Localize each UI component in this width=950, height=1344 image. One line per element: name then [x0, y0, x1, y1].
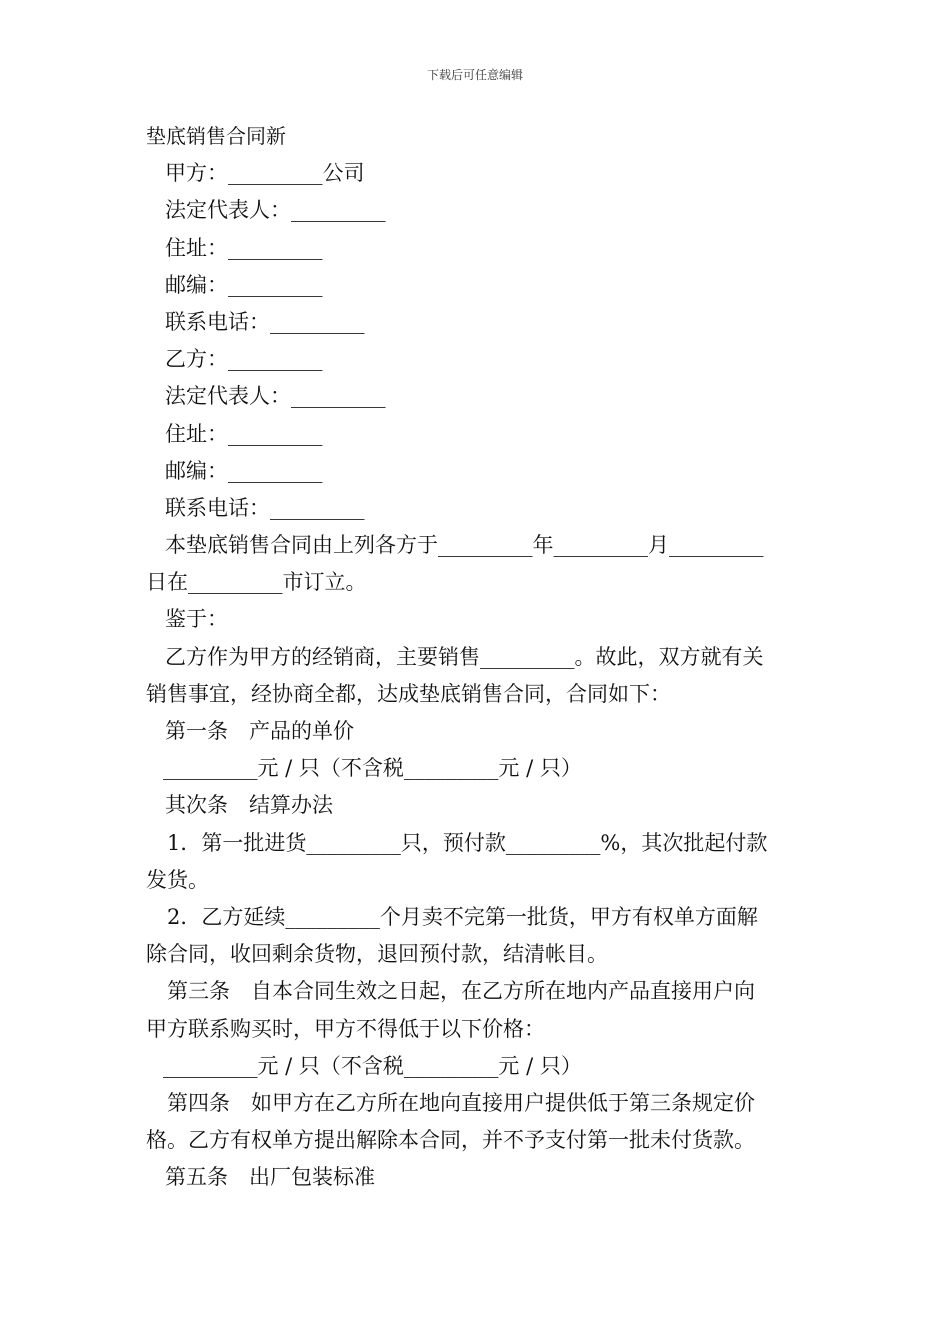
- article-1-price: _________元 / 只（不含税_________元 / 只）: [163, 756, 582, 781]
- whereas-heading: 鉴于：: [165, 607, 228, 632]
- article-1-title: 产品的单价: [249, 719, 354, 743]
- article-4-text: 如甲方在乙方所在地向直接用户提供低于第三条规定价: [251, 1090, 755, 1115]
- whereas-line-2: 销售事宜，经协商全都，达成垫底销售合同，合同如下：: [146, 681, 671, 706]
- article-2-item-2-line-2: 除合同，收回剩余货物，退回预付款，结清帐目。: [146, 942, 608, 967]
- article-2-title: 结算办法: [249, 793, 333, 818]
- whereas-line-1: 乙方作为甲方的经销商，主要销售_________。故此，双方就有关: [165, 644, 764, 669]
- party-b-name: 乙方：_________: [165, 347, 323, 372]
- article-3-line-1: [146, 973, 810, 1010]
- party-a-name: 甲方：_________公司: [165, 161, 365, 186]
- article-4-number: 第四条: [167, 1090, 230, 1115]
- article-2-item-1-line-1: 1．第一批进货_________只，预付款_________%，其次批起付款: [167, 830, 768, 855]
- article-1-heading: [146, 713, 810, 750]
- article-3-price: _________元 / 只（不含税_________元 / 只）: [163, 1053, 582, 1078]
- article-3-text: 自本合同生效之日起，在乙方所在地内产品直接用户向: [251, 979, 755, 1004]
- intro-line-1: 本垫底销售合同由上列各方于_________年_________月_________: [165, 533, 764, 558]
- party-b-phone: 联系电话：_________: [165, 495, 365, 520]
- party-a-rep: 法定代表人：_________: [165, 198, 386, 223]
- document-title: 垫底销售合同新: [146, 124, 286, 148]
- article-1-number: 第一条: [165, 719, 228, 743]
- article-2-number: 其次条: [165, 793, 228, 818]
- article-4-line-2: 格。乙方有权单方提出解除本合同，并不予支付第一批未付货款。: [146, 1128, 755, 1153]
- article-2-heading: [146, 787, 810, 824]
- party-a-zip: 邮编：_________: [165, 272, 323, 297]
- party-a-phone: 联系电话：_________: [165, 309, 365, 334]
- party-b-zip: 邮编：_________: [165, 458, 323, 483]
- article-5-title: 出厂包装标准: [249, 1165, 375, 1190]
- article-2-item-1-line-2: 发货。: [146, 867, 209, 892]
- article-3-line-2: 甲方联系购买时，甲方不得低于以下价格：: [146, 1016, 545, 1041]
- article-2-item-2-line-1: 2．乙方延续_________个月卖不完第一批货，甲方有权单方面解: [167, 904, 758, 929]
- article-4-line-1: [146, 1085, 810, 1122]
- party-b-rep: 法定代表人：_________: [165, 384, 386, 409]
- party-a-address: 住址：_________: [165, 235, 323, 260]
- page-header-note: 下载后可任意编辑: [426, 68, 523, 82]
- article-5-heading: [146, 1159, 810, 1196]
- document-body: [146, 118, 810, 1196]
- intro-line-2: 日在_________市订立。: [146, 570, 367, 595]
- article-3-number: 第三条: [167, 979, 230, 1004]
- article-5-number: 第五条: [165, 1165, 228, 1190]
- party-b-address: 住址：_________: [165, 421, 323, 446]
